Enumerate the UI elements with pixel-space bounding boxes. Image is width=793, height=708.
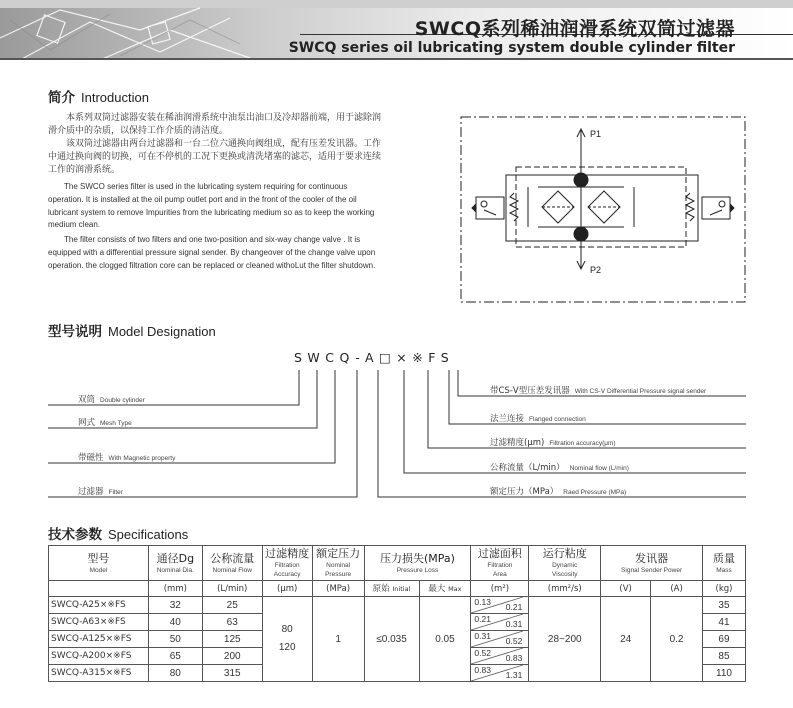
header-dia: 通径Dg Nominal Dia.: [148, 546, 202, 581]
line-filter: [48, 370, 357, 497]
cell-flow: 315: [202, 665, 262, 682]
cell-flow: 200: [202, 648, 262, 665]
label-nominal-flow: 公称流量（L/min） Nominal flow (L/min): [490, 463, 629, 473]
unit-mass: (kg): [702, 581, 745, 597]
page-title-cn: SWCQ系列稀油润滑系统双筒过滤器: [414, 18, 735, 40]
label-double-cylinder: 双筒 Double cylinder: [78, 395, 145, 405]
intro-en-paragraph-2: The filter consists of two filters and one two-position and six-way change valve . It is equipped with a differential pressure signal sender. By changeover of the change valve upon operation. the clogged filtration core can be replaced or cleaned withoLut the filter shutdown.: [48, 235, 376, 270]
header-flow: 公称流量 Nominal Flow: [202, 546, 262, 581]
header-accuracy: 过滤精度 Filtration Accuracy: [262, 546, 312, 581]
cell-area: 0.83 1.31: [471, 665, 529, 682]
unit-flow: (L/min): [202, 581, 262, 597]
header-loss: 压力损失(MPa) Pressure Loss: [364, 546, 471, 581]
label-signal-sender: 带CS-Ⅴ型压差发讯器 With CS-Ⅴ Differential Pressure signal sender: [490, 386, 707, 396]
cell-area: 0.13 0.21: [471, 597, 529, 614]
cell-loss-max: 0.05: [419, 597, 471, 682]
label-accuracy: 过滤精度(μm) Filtration accuracy(μm): [490, 438, 616, 448]
unit-model-blank: [49, 581, 149, 597]
cell-model: SWCQ-A200×※FS: [49, 648, 149, 665]
model-code: SWCQ-A□×※FS: [294, 350, 455, 365]
cell-model: SWCQ-A125×※FS: [49, 631, 149, 648]
unit-loss-initial: 原始 Initial: [364, 581, 419, 597]
cell-model: SWCQ-A25×※FS: [49, 597, 149, 614]
spec-heading: [48, 523, 188, 543]
cell-signal-a: 0.2: [651, 597, 703, 682]
cell-flow: 125: [202, 631, 262, 648]
model-heading-en: Model Designation: [108, 324, 216, 339]
table-row: [49, 597, 746, 614]
header-area: 过滤面积 Filtration Area: [471, 546, 529, 581]
cell-dia: 40: [148, 614, 202, 631]
unit-accuracy: (μm): [262, 581, 312, 597]
cell-loss-initial: ≤0.035: [364, 597, 419, 682]
label-flanged: 法兰连接 Flanged connection: [490, 414, 586, 424]
spec-table: [48, 545, 746, 682]
unit-area: (m²): [471, 581, 529, 597]
cell-model: SWCQ-A63×※FS: [49, 614, 149, 631]
cell-signal-v: 24: [601, 597, 651, 682]
intro-heading-en: Introduction: [81, 90, 149, 105]
header-signal: 发讯器 Signal Sender Power: [601, 546, 703, 581]
spec-unit-row: [49, 581, 746, 597]
cell-dia: 65: [148, 648, 202, 665]
unit-dia: (mm): [148, 581, 202, 597]
model-heading-cn: 型号说明: [48, 324, 102, 340]
header-model: 型号 Model: [49, 546, 149, 581]
cell-mass: 41: [702, 614, 745, 631]
cell-flow: 25: [202, 597, 262, 614]
spec-header-row-1: [49, 546, 746, 581]
spec-heading-en: Specifications: [108, 527, 189, 542]
intro-en-paragraph-1: The SWCO series filter is used in the lubricating system requiring for continuous operation. It is installed at the oil pump outlet port and in the front of the cooler of the oil lubricant system to remove Impurities from the lubricating medium so as to keep the working medium clean.: [48, 182, 375, 230]
page-title-en: SWCQ series oil lubricating system double cylinder filter: [288, 40, 735, 56]
label-magnetic: 带磁性 With Magnetic property: [78, 453, 176, 463]
cell-dia: 80: [148, 665, 202, 682]
cell-flow: 63: [202, 614, 262, 631]
cell-area: 0.31 0.52: [471, 631, 529, 648]
port-p1-label: P1: [590, 129, 602, 139]
cell-area: 0.21 0.31: [471, 614, 529, 631]
header-mass: 质量 Mass: [702, 546, 745, 581]
unit-viscosity: (mm²/s): [529, 581, 601, 597]
cell-mass: 85: [702, 648, 745, 665]
cell-dia: 50: [148, 631, 202, 648]
intro-cn-paragraph-1: 本系列双筒过滤器安装在稀油润滑系统中油泵出油口及冷却器前端，用于滤除润滑介质中的杂质，以保持工作介质的清洁度。: [48, 113, 382, 136]
header-viscosity: 运行粘度 Dynamic Viscosity: [529, 546, 601, 581]
unit-signal-v: (V): [601, 581, 651, 597]
cell-pressure: 1: [312, 597, 364, 682]
cell-area: 0.52 0.83: [471, 648, 529, 665]
cell-viscosity: 28~200: [529, 597, 601, 682]
cell-model: SWCQ-A315×※FS: [49, 665, 149, 682]
port-p2-label: P2: [590, 265, 602, 275]
cell-mass: 35: [702, 597, 745, 614]
header-pressure: 额定压力 Nominal Pressure: [312, 546, 364, 581]
label-rated-pressure: 额定压力（MPa） Raed Pressure (MPa): [490, 487, 627, 497]
label-filter: 过滤器 Filter: [78, 487, 123, 497]
cell-mass: 69: [702, 631, 745, 648]
intro-heading-cn: 简介: [48, 90, 75, 106]
unit-signal-a: (A): [651, 581, 703, 597]
label-mesh-type: 网式 Mesh Type: [78, 418, 132, 428]
spec-heading-cn: 技术参数: [48, 527, 102, 543]
intro-cn-paragraph-2: 该双筒过滤器由两台过滤器和一台二位六通换向阀组成，配有压差发讯器。工作中通过换向阀的切换，可在不停机的工况下更换或清洗堵塞的滤芯，适用于要求连续工作的润滑系统。: [48, 139, 382, 175]
cell-mass: 110: [702, 665, 745, 682]
unit-pressure: (MPa): [312, 581, 364, 597]
cell-accuracy: 80 120: [262, 597, 312, 682]
unit-loss-max: 最大 Max: [419, 581, 471, 597]
cell-dia: 32: [148, 597, 202, 614]
